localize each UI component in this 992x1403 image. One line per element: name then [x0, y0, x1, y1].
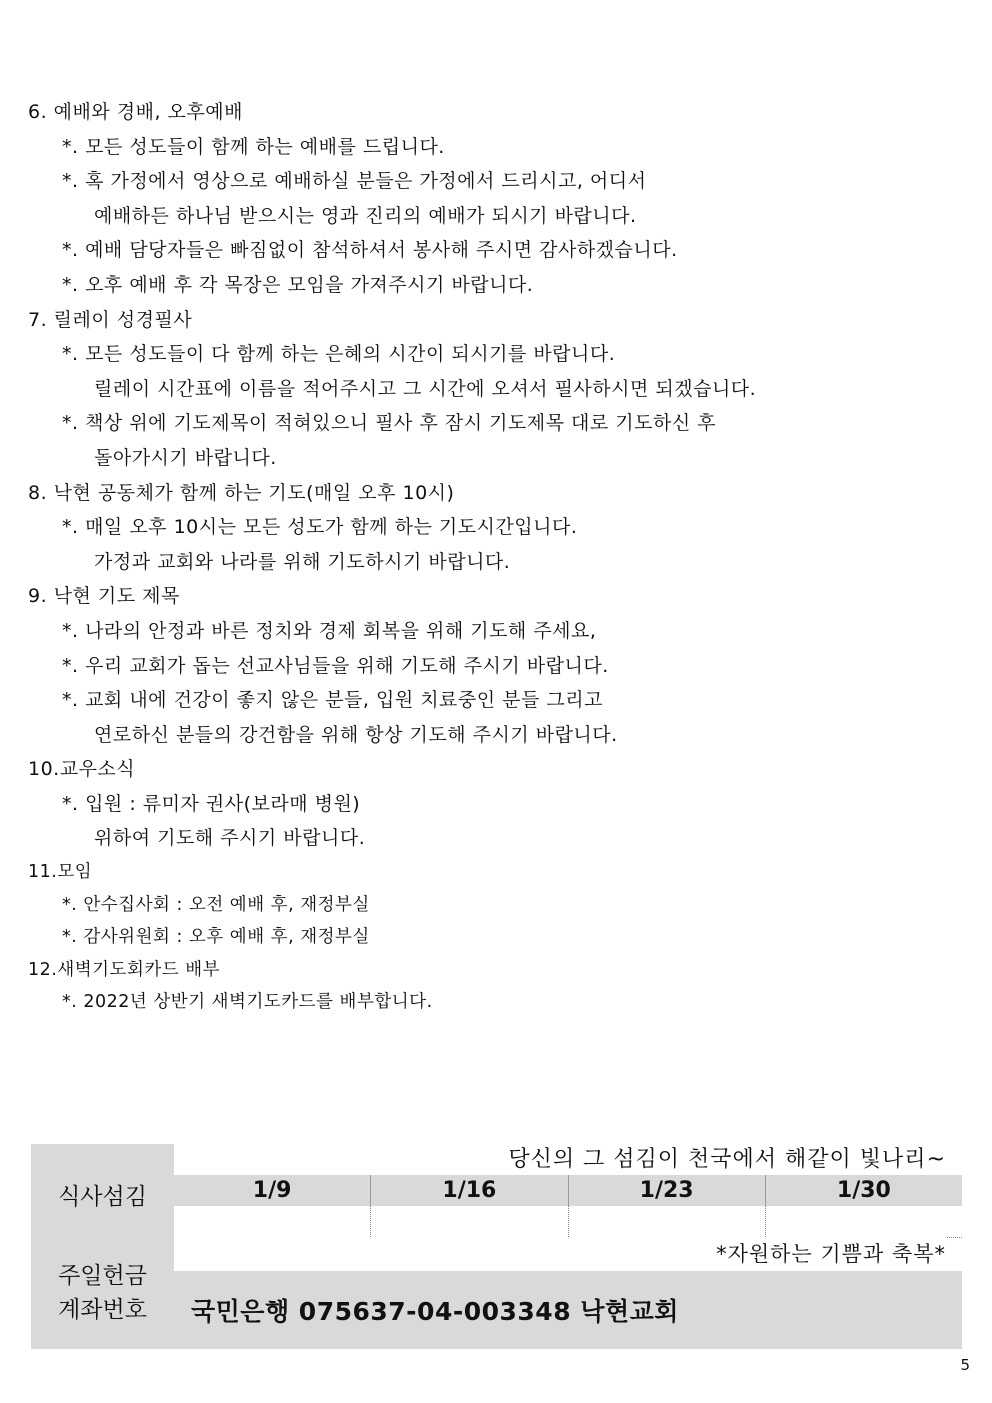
serving-name-cell [766, 1206, 962, 1237]
notice-line: 위하여 기도해 주시기 바랍니다. [94, 827, 366, 850]
notice-line: *. 혹 가정에서 영상으로 예배하실 분들은 가정에서 드리시고, 어디서 [62, 170, 647, 193]
serving-date: 1/9 [174, 1175, 371, 1206]
notice-line: *. 안수집사회 : 오전 예배 후, 재정부실 [62, 894, 370, 915]
serving-tagline: 당신의 그 섬김이 천국에서 해같이 빛나리~ [174, 1144, 946, 1175]
serving-date: 1/16 [371, 1175, 568, 1206]
notice-heading: 12.새벽기도회카드 배부 [28, 959, 221, 980]
notice-line: *. 입원 : 류미자 권사(보라매 병원) [62, 792, 361, 815]
serving-name-cell [371, 1206, 568, 1237]
notice-heading: 11.모임 [28, 862, 93, 883]
offering-label: 주일헌금 [58, 1263, 147, 1289]
account-label: 계좌번호 [58, 1297, 147, 1323]
info-panel [31, 1144, 962, 1349]
notice-heading: 8. 낙현 공동체가 함께 하는 기도(매일 오후 10시) [28, 481, 455, 504]
notices-list [28, 95, 958, 1019]
serving-label: 식사섬김 [58, 1184, 147, 1210]
notice-line: *. 나라의 안정과 바른 정치와 경제 회복을 위해 기도해 주세요, [62, 619, 597, 642]
serving-name-cell [174, 1206, 371, 1237]
notice-heading: 10.교우소식 [28, 758, 136, 781]
notice-line: *. 2022년 상반기 새벽기도카드를 배부합니다. [62, 992, 433, 1013]
notice-line: *. 오후 예배 후 각 목장은 모임을 가져주시기 바랍니다. [62, 273, 534, 296]
notice-line: 예배하든 하나님 받으시는 영과 진리의 예배가 되시기 바랍니다. [94, 204, 637, 227]
notice-line: 돌아가시기 바랍니다. [94, 446, 277, 469]
panel-labels [31, 1144, 174, 1349]
serving-date: 1/23 [569, 1175, 766, 1206]
notice-line: *. 감사위원회 : 오후 예배 후, 재정부실 [62, 927, 370, 948]
notice-line: *. 우리 교회가 돕는 선교사님들을 위해 기도해 주시기 바랍니다. [62, 654, 609, 677]
serving-date: 1/30 [836, 1178, 891, 1203]
notice-heading: 6. 예배와 경배, 오후예배 [28, 101, 243, 123]
notice-line: *. 예배 담당자들은 빠짐없이 참석하셔서 봉사해 주시면 감사하겠습니다. [62, 239, 678, 262]
notice-heading: 9. 낙현 기도 제목 [28, 585, 180, 608]
offering-note: *자원하는 기쁨과 축복* [174, 1237, 946, 1271]
account-box [174, 1271, 962, 1349]
notice-line: *. 모든 성도들이 함께 하는 예배를 드립니다. [62, 135, 445, 158]
notice-line: *. 매일 오후 10시는 모든 성도가 함께 하는 기도시간입니다. [62, 516, 578, 539]
notice-line: *. 책상 위에 기도제목이 적혀있으니 필사 후 잠시 기도제목 대로 기도하신 후 [62, 412, 717, 435]
notice-line: *. 모든 성도들이 다 함께 하는 은혜의 시간이 되시기를 바랍니다. [62, 343, 616, 366]
notice-line: *. 교회 내에 건강이 좋지 않은 분들, 입원 치료중인 분들 그리고 [62, 689, 603, 712]
serving-name-cell [569, 1206, 766, 1237]
serving-dates-row [174, 1175, 962, 1206]
serving-names-row [174, 1206, 962, 1238]
notice-line: 가정과 교회와 나라를 위해 기도하시기 바랍니다. [94, 550, 511, 573]
notice-heading: 7. 릴레이 성경필사 [28, 308, 193, 331]
notice-line: 연로하신 분들의 강건함을 위해 항상 기도해 주시기 바랍니다. [94, 723, 618, 746]
page-number: 5 [960, 1356, 970, 1374]
notice-line: 릴레이 시간표에 이름을 적어주시고 그 시간에 오셔서 필사하시면 되겠습니다. [94, 377, 757, 400]
account-number: 국민은행 075637-04-003348 낙현교회 [191, 1297, 679, 1326]
